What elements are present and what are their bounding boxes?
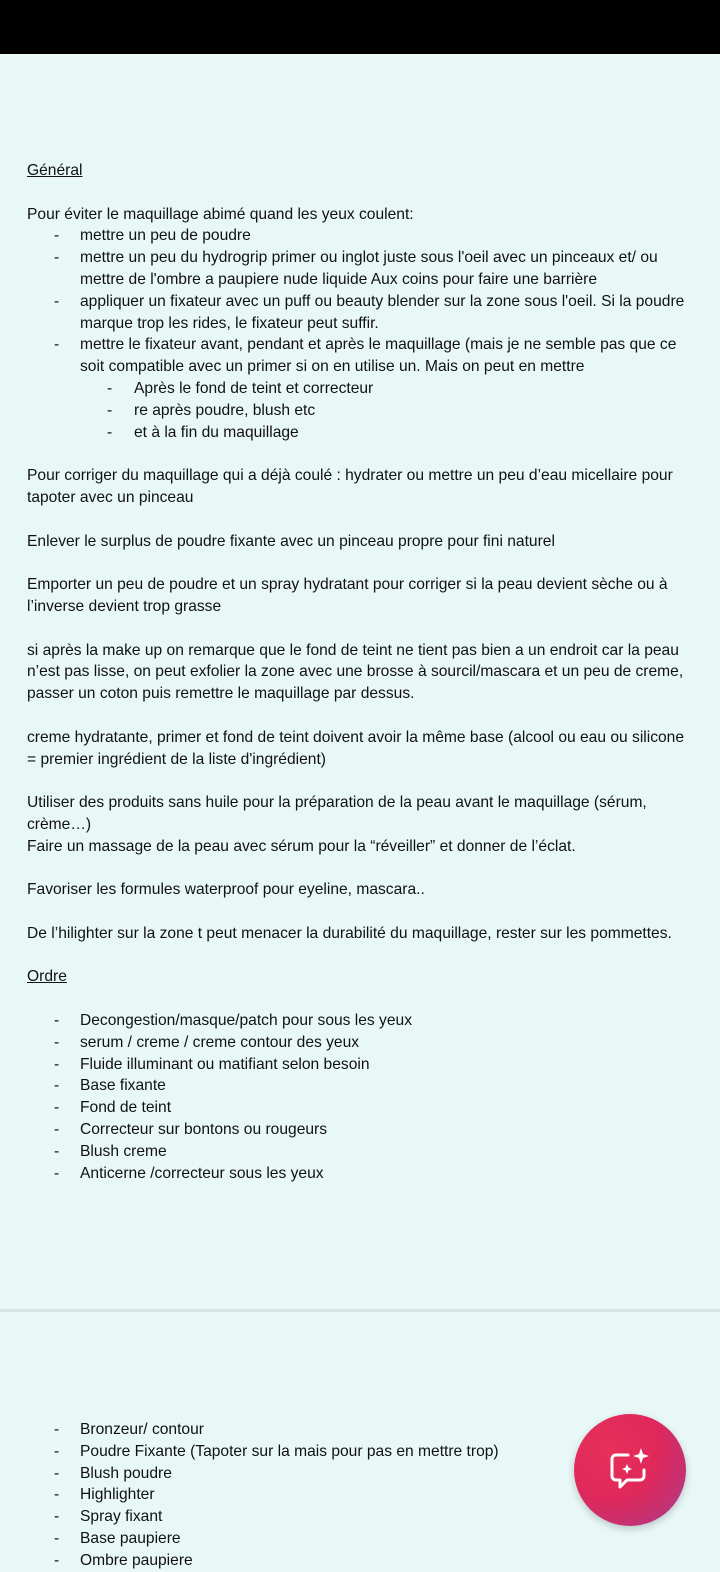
paragraph-exfolier: si après la make up on remarque que le fond de teint ne tient pas bien a un endroit car la peau n’est pas lisse, on peut exfolier la zone avec une brosse à sourcil/mascara et un peu de creme, passer un coton puis remettre le maquillage par dessus.	[27, 641, 684, 703]
list-item: - Base fixante	[27, 1075, 697, 1097]
list-item: - Base paupiere	[27, 1528, 697, 1550]
general-heading: Général	[27, 162, 83, 179]
ordre-heading: Ordre	[27, 968, 67, 986]
list-item: - mettre un peu de poudre	[27, 225, 697, 247]
ordre-list	[27, 1010, 697, 1184]
ai-assistant-button[interactable]	[574, 1414, 686, 1526]
list-item: - Après le fond de teint et correcteur	[27, 378, 697, 400]
list-item: - mettre le fixateur avant, pendant et après le maquillage (mais je ne semble pas que ce soit compatible avec un primer si on en utilise un. Mais on peut en mettre	[27, 334, 697, 378]
paragraph-enlever: Enlever le surplus de poudre fixante avec un pinceau propre pour fini naturel	[27, 532, 555, 550]
list-item: - Spray fixant	[27, 1506, 697, 1528]
paragraph-base: creme hydratante, primer et fond de teint doivent avoir la même base (alcool ou eau ou silicone = premier ingrédient de la liste d'ingrédient)	[27, 728, 685, 768]
list-item: - Ombre paupiere	[27, 1550, 697, 1572]
list-item: - Blush poudre	[27, 1463, 697, 1485]
document-body	[27, 160, 697, 1184]
list-item: - Fond de teint	[27, 1097, 697, 1119]
paragraph-massage: Faire un massage de la peau avec sérum pour la “réveiller” et donner de l’éclat.	[27, 837, 576, 855]
list-item: - Fluide illuminant ou matifiant selon besoin	[27, 1054, 697, 1076]
paragraph-emporter: Emporter un peu de poudre et un spray hydratant pour corriger si la peau devient sèche ou à l’inverse devient trop grasse	[27, 576, 668, 615]
paragraph-corriger: Pour corriger du maquillage qui a déjà coulé : hydrater ou mettre un peu d’eau micellaire pour tapoter avec un pinceau	[27, 467, 673, 506]
tears-list	[27, 225, 697, 378]
list-item: - mettre un peu du hydrogrip primer ou inglot juste sous l'oeil avec un pinceaux et/ ou mettre de l'ombre a paupiere nude liquide Aux coins pour faire une barrière	[27, 247, 697, 291]
status-bar	[0, 0, 720, 54]
list-item: - Bronzeur/ contour	[27, 1419, 697, 1441]
sparkle-chat-icon	[606, 1446, 654, 1494]
list-item: - serum / creme / creme contour des yeux	[27, 1032, 697, 1054]
list-item: - appliquer un fixateur avec un puff ou beauty blender sur la zone sous l'oeil. Si la poudre marque trop les rides, le fixateur peut suffir.	[27, 291, 697, 335]
list-item: - re après poudre, blush etc	[27, 400, 697, 422]
tears-intro: Pour éviter le maquillage abimé quand les yeux coulent:	[27, 205, 414, 223]
paragraph-waterproof: Favoriser les formules waterproof pour eyeline, mascara..	[27, 881, 425, 899]
list-item: - Poudre Fixante (Tapoter sur la mais pour pas en mettre trop)	[27, 1441, 697, 1463]
list-item: - Decongestion/masque/patch pour sous les yeux	[27, 1010, 697, 1032]
fixateur-sublist	[27, 378, 697, 443]
paragraph-highlighter: De l’hilighter sur la zone t peut menacer la durabilité du maquillage, rester sur les pommettes.	[27, 924, 672, 942]
paragraph-sans-huile: Utiliser des produits sans huile pour la préparation de la peau avant le maquillage (sérum, crème…)	[27, 794, 647, 833]
list-item: - et à la fin du maquillage	[27, 422, 697, 444]
list-item: - Blush creme	[27, 1141, 697, 1163]
list-item: - Correcteur sur bontons ou rougeurs	[27, 1119, 697, 1141]
list-item: - Highlighter	[27, 1484, 697, 1506]
list-item: - Anticerne /correcteur sous les yeux	[27, 1163, 697, 1185]
